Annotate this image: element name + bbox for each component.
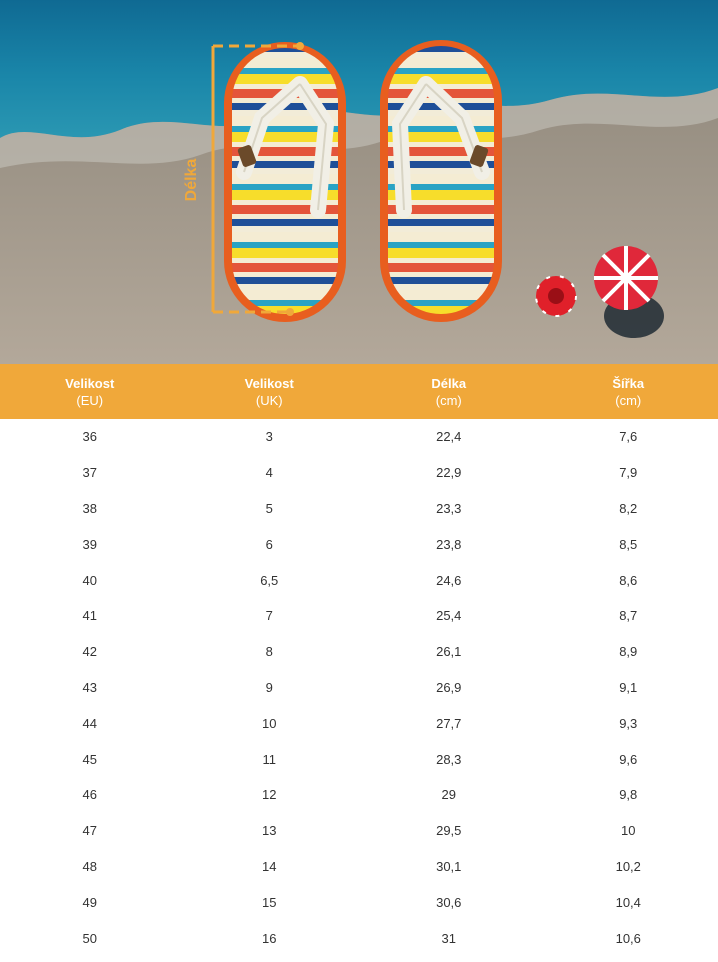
table-row — [0, 705, 718, 741]
eu-size-cell: 37 — [82, 465, 97, 481]
length-cell: 22,9 — [436, 465, 462, 481]
eu-size-cell: 43 — [82, 679, 97, 695]
table-row — [0, 598, 718, 634]
swim-ring — [536, 276, 576, 316]
uk-size-cell: 12 — [262, 787, 277, 803]
header-title: Délka — [431, 375, 467, 391]
length-cell: 26,9 — [436, 679, 462, 695]
table-row — [0, 562, 718, 598]
table-row — [0, 741, 718, 777]
width-cell: 10 — [621, 823, 636, 839]
eu-size-cell: 50 — [82, 930, 97, 946]
width-cell: 10,2 — [615, 858, 641, 874]
header-uk-size — [180, 364, 360, 419]
uk-size-cell: 6,5 — [260, 572, 279, 588]
width-cell: 9,6 — [619, 751, 638, 767]
uk-size-cell: 6 — [265, 536, 273, 552]
beach-hero-image — [0, 0, 718, 364]
length-cell: 25,4 — [436, 608, 462, 624]
table-row — [0, 777, 718, 813]
width-cell: 8,9 — [619, 644, 638, 660]
left-flip-flop — [224, 42, 346, 322]
header-eu-size — [0, 364, 180, 419]
uk-size-cell: 4 — [265, 465, 273, 481]
table-row — [0, 491, 718, 527]
header-unit: (cm) — [435, 392, 462, 408]
length-cell: 23,8 — [436, 536, 462, 552]
table-header — [0, 364, 718, 419]
length-cell: 23,3 — [436, 500, 462, 516]
uk-size-cell: 14 — [262, 858, 277, 874]
length-cell: 27,7 — [436, 715, 462, 731]
table-row — [0, 526, 718, 562]
eu-size-cell: 45 — [82, 751, 97, 767]
header-title: Velikost — [65, 375, 115, 391]
width-cell: 7,6 — [619, 429, 638, 445]
eu-size-cell: 39 — [82, 536, 97, 552]
header-length — [359, 364, 539, 419]
uk-size-cell: 7 — [265, 608, 273, 624]
width-cell: 9,1 — [619, 679, 638, 695]
table-row — [0, 419, 718, 455]
eu-size-cell: 47 — [82, 823, 97, 839]
length-cell: 30,1 — [436, 858, 462, 874]
length-cell: 29,5 — [436, 823, 462, 839]
uk-size-cell: 13 — [262, 823, 277, 839]
length-cell: 22,4 — [436, 429, 462, 445]
length-cell: 26,1 — [436, 644, 462, 660]
header-unit: (cm) — [615, 392, 642, 408]
eu-size-cell: 48 — [82, 858, 97, 874]
width-cell: 9,3 — [619, 715, 638, 731]
table-row — [0, 455, 718, 491]
eu-size-cell: 46 — [82, 787, 97, 803]
table-row — [0, 884, 718, 920]
eu-size-cell: 42 — [82, 644, 97, 660]
length-cell: 29 — [441, 787, 456, 803]
width-cell: 9,8 — [619, 787, 638, 803]
uk-size-cell: 15 — [262, 894, 277, 910]
width-cell: 10,4 — [615, 894, 641, 910]
header-width — [539, 364, 718, 419]
size-table-body — [0, 419, 718, 956]
width-cell: 10,6 — [615, 930, 641, 946]
header-unit: (EU) — [76, 392, 104, 408]
length-cell: 28,3 — [436, 751, 462, 767]
uk-size-cell: 3 — [265, 429, 273, 445]
eu-size-cell: 49 — [82, 894, 97, 910]
length-cell: 30,6 — [436, 894, 462, 910]
right-flip-flop — [380, 40, 502, 322]
table-row — [0, 849, 718, 885]
header-title: Velikost — [244, 375, 294, 391]
length-label: Délka — [183, 158, 200, 202]
header-title: Šířka — [612, 375, 645, 391]
length-cell: 24,6 — [436, 572, 462, 588]
uk-size-cell: 10 — [262, 715, 277, 731]
eu-size-cell: 36 — [82, 429, 97, 445]
width-cell: 7,9 — [619, 465, 638, 481]
table-row — [0, 813, 718, 849]
table-row — [0, 634, 718, 670]
uk-size-cell: 11 — [262, 751, 276, 767]
uk-size-cell: 16 — [262, 930, 277, 946]
width-cell: 8,2 — [619, 500, 638, 516]
uk-size-cell: 8 — [265, 644, 273, 660]
eu-size-cell: 44 — [82, 715, 97, 731]
width-cell: 8,5 — [619, 536, 638, 552]
uk-size-cell: 9 — [265, 679, 273, 695]
eu-size-cell: 38 — [82, 500, 97, 516]
eu-size-cell: 41 — [82, 608, 97, 624]
width-cell: 8,6 — [619, 572, 638, 588]
width-cell: 8,7 — [619, 608, 638, 624]
uk-size-cell: 5 — [265, 500, 273, 516]
eu-size-cell: 40 — [82, 572, 97, 588]
header-unit: (UK) — [255, 392, 283, 408]
table-row — [0, 920, 718, 956]
table-row — [0, 670, 718, 706]
length-cell: 31 — [441, 930, 456, 946]
